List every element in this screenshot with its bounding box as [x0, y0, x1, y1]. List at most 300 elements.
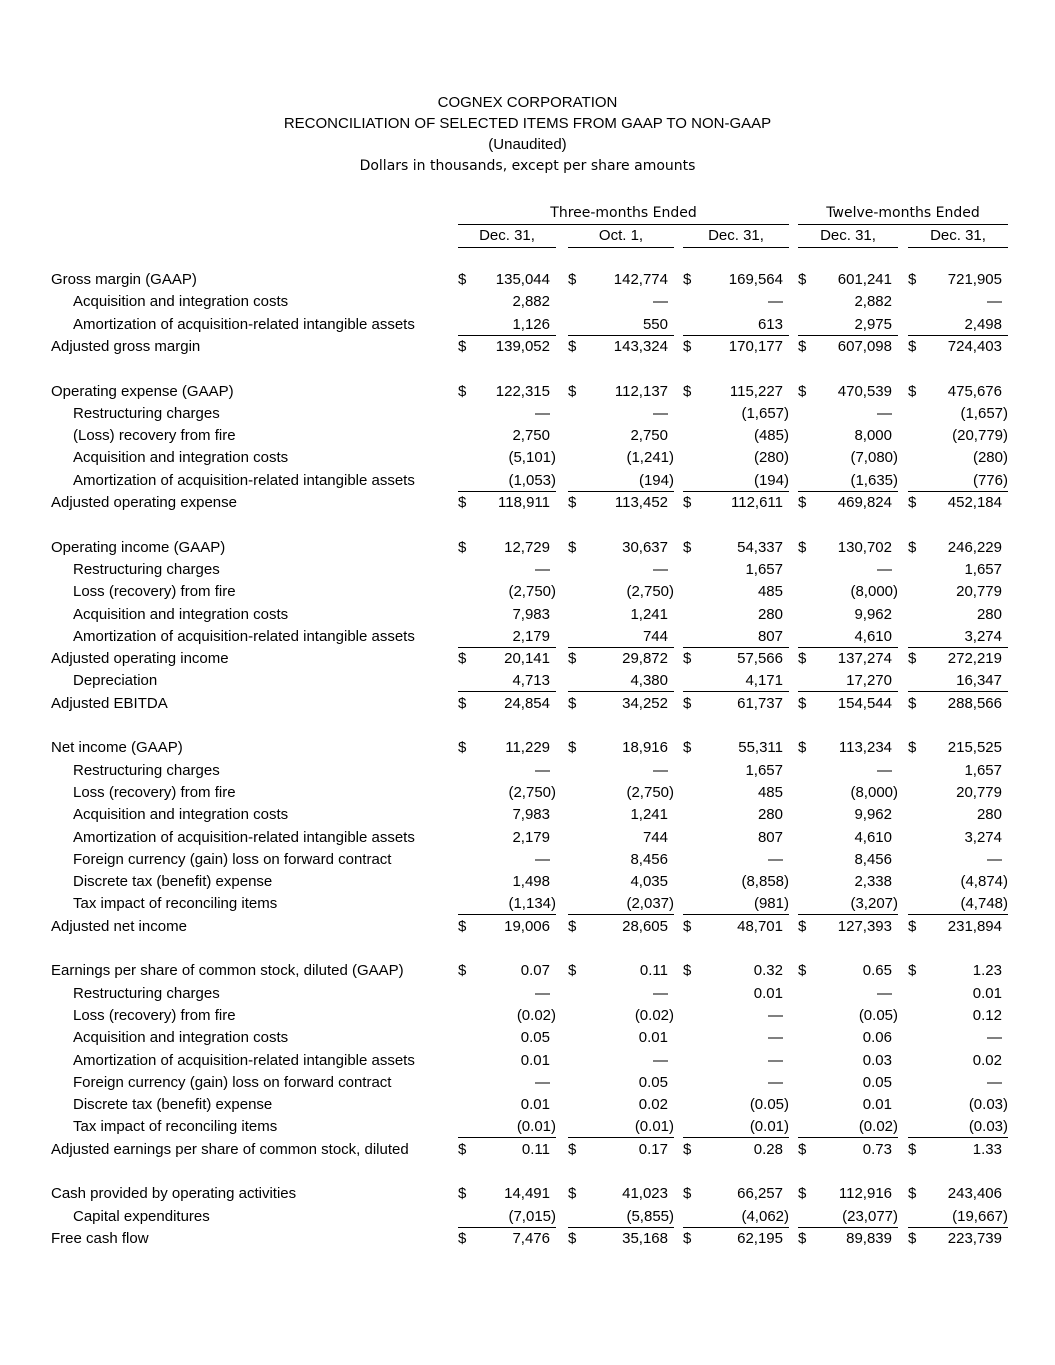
value-cell — [683, 670, 789, 692]
table-row — [0, 1027, 1055, 1049]
value-cell — [683, 492, 789, 514]
value-cell — [458, 537, 556, 559]
cell-value: 280 — [976, 605, 1002, 623]
cell-value: 280 — [976, 806, 1002, 824]
currency-symbol: $ — [458, 337, 467, 355]
row-label: Restructuring charges — [73, 984, 220, 1002]
cell-value: 2,882 — [854, 293, 892, 311]
value-cell — [798, 581, 898, 603]
value-cell — [908, 537, 1008, 559]
cell-value: 607,098 — [837, 337, 892, 355]
cell-value: 243,406 — [947, 1185, 1002, 1203]
currency-symbol: $ — [458, 1140, 467, 1158]
row-label: Tax impact of reconciling items — [73, 1118, 278, 1136]
row-label: Discrete tax (benefit) expense — [73, 1096, 273, 1114]
cell-value: 0.03 — [862, 1051, 892, 1069]
value-cell — [798, 670, 898, 692]
row-label: Discrete tax (benefit) expense — [73, 873, 273, 891]
value-cell — [568, 827, 674, 849]
currency-symbol: $ — [908, 1185, 917, 1203]
value-cell — [568, 782, 674, 804]
value-cell — [568, 737, 674, 759]
cell-value: (7,015) — [508, 1207, 556, 1225]
cell-value: 288,566 — [947, 694, 1002, 712]
cell-value: 1.33 — [972, 1140, 1002, 1158]
value-cell — [908, 403, 1008, 425]
currency-symbol: $ — [683, 694, 692, 712]
cell-value: (2,750) — [626, 783, 674, 801]
cell-value: — — [535, 761, 550, 779]
column-header: Dec. 31, — [798, 225, 898, 248]
cell-value: 0.05 — [638, 1073, 668, 1091]
cell-value: 142,774 — [613, 271, 668, 288]
cell-value: 9,962 — [854, 605, 892, 623]
cell-value: 0.17 — [638, 1140, 668, 1158]
cell-value: 11,229 — [505, 739, 550, 757]
value-cell — [798, 336, 898, 358]
currency-symbol: $ — [908, 694, 917, 712]
row-label: Tax impact of reconciling items — [73, 895, 278, 913]
currency-symbol: $ — [458, 1185, 467, 1203]
value-cell — [568, 537, 674, 559]
cell-value: — — [877, 984, 892, 1002]
value-cell — [798, 1005, 898, 1027]
cell-value: 113,234 — [838, 739, 892, 757]
currency-symbol: $ — [458, 494, 467, 511]
row-label: Amortization of acquisition-related intangible assets — [73, 471, 415, 489]
value-cell — [683, 403, 789, 425]
row-label: Amortization of acquisition-related intangible assets — [73, 627, 415, 645]
row-label: Adjusted gross margin — [51, 337, 201, 355]
cell-value: (7,080) — [850, 449, 898, 467]
value-cell — [458, 1027, 556, 1049]
currency-symbol: $ — [798, 538, 807, 556]
currency-symbol: $ — [568, 538, 577, 556]
row-label: Foreign currency (gain) loss on forward contract — [73, 850, 392, 868]
currency-symbol: $ — [798, 650, 807, 668]
table-row — [0, 1183, 1055, 1205]
cell-value: (0.02) — [634, 1006, 674, 1024]
value-cell — [798, 447, 898, 469]
row-label: Operating expense (GAAP) — [51, 382, 234, 400]
cell-value: 4,610 — [854, 828, 892, 846]
value-cell — [568, 447, 674, 469]
currency-symbol: $ — [798, 1185, 807, 1203]
value-cell — [458, 336, 556, 358]
value-cell — [568, 291, 674, 313]
cell-value: (19,667) — [952, 1207, 1008, 1225]
value-cell — [908, 1228, 1008, 1250]
table-row — [0, 1050, 1055, 1072]
cell-value: — — [535, 404, 550, 422]
currency-symbol: $ — [908, 271, 917, 288]
cell-value: (0.01) — [516, 1118, 556, 1136]
currency-symbol: $ — [683, 538, 692, 556]
row-label: Depreciation — [73, 672, 158, 690]
value-cell — [458, 492, 556, 514]
value-cell — [683, 760, 789, 782]
value-cell — [458, 269, 556, 291]
currency-symbol: $ — [458, 271, 467, 288]
value-cell — [683, 827, 789, 849]
currency-symbol: $ — [458, 650, 467, 668]
cell-value: 35,168 — [622, 1229, 668, 1247]
cell-value: (981) — [753, 895, 789, 913]
row-label: Restructuring charges — [73, 560, 220, 578]
value-cell — [798, 693, 898, 715]
value-cell — [458, 960, 556, 982]
currency-symbol: $ — [683, 1140, 692, 1158]
cell-value: 280 — [757, 605, 783, 623]
cell-value: (2,750) — [508, 783, 556, 801]
cell-value: 62,195 — [737, 1229, 783, 1247]
table-row — [0, 760, 1055, 782]
cell-value: 475,676 — [947, 382, 1002, 400]
company-name: COGNEX CORPORATION — [437, 94, 618, 111]
cell-value: 272,219 — [947, 650, 1002, 668]
value-cell — [908, 760, 1008, 782]
value-cell — [458, 581, 556, 603]
value-cell — [458, 804, 556, 826]
cell-value: — — [653, 1051, 668, 1069]
cell-value: 215,525 — [947, 739, 1002, 757]
table-row — [0, 314, 1055, 336]
value-cell — [568, 1183, 674, 1205]
row-label: Loss (recovery) from fire — [73, 1006, 236, 1024]
value-cell — [458, 1183, 556, 1205]
value-cell — [798, 1183, 898, 1205]
value-cell — [568, 1116, 674, 1138]
cell-value: (3,207) — [850, 895, 898, 913]
row-label: Adjusted operating income — [51, 650, 229, 668]
table-row — [0, 849, 1055, 871]
currency-symbol: $ — [908, 1229, 917, 1247]
currency-symbol: $ — [458, 917, 467, 935]
cell-value: 4,610 — [854, 627, 892, 645]
cell-value: (8,000) — [850, 783, 898, 801]
cell-value: 12,729 — [504, 538, 550, 556]
value-cell — [908, 1005, 1008, 1027]
cell-value: 16,347 — [956, 672, 1002, 690]
value-cell — [568, 381, 674, 403]
table-row — [0, 670, 1055, 692]
currency-symbol: $ — [568, 962, 577, 980]
value-cell — [683, 893, 789, 915]
currency-symbol: $ — [683, 1229, 692, 1247]
cell-value: 0.05 — [862, 1073, 892, 1091]
cell-value: (4,748) — [960, 895, 1008, 913]
value-cell — [458, 403, 556, 425]
value-cell — [798, 1139, 898, 1161]
value-cell — [683, 849, 789, 871]
currency-symbol: $ — [568, 1229, 577, 1247]
cell-value: (1,134) — [508, 895, 556, 913]
value-cell — [798, 871, 898, 893]
cell-value: 0.73 — [862, 1140, 892, 1158]
units-note: Dollars in thousands, except per share amounts — [359, 158, 696, 174]
currency-symbol: $ — [908, 337, 917, 355]
value-cell — [458, 291, 556, 313]
column-header: Oct. 1, — [568, 225, 674, 248]
value-cell — [568, 626, 674, 648]
currency-symbol: $ — [568, 382, 577, 400]
currency-symbol: $ — [908, 538, 917, 556]
cell-value: — — [768, 1051, 783, 1069]
table-row — [0, 1094, 1055, 1116]
value-cell — [798, 827, 898, 849]
value-cell — [458, 1072, 556, 1094]
value-cell — [683, 983, 789, 1005]
row-label: Restructuring charges — [73, 761, 220, 779]
currency-symbol: $ — [908, 650, 917, 668]
value-cell — [683, 1183, 789, 1205]
currency-symbol: $ — [798, 1229, 807, 1247]
cell-value: — — [768, 293, 783, 311]
value-cell — [798, 559, 898, 581]
cell-value: 122,315 — [495, 382, 550, 400]
row-label: Foreign currency (gain) loss on forward contract — [73, 1073, 392, 1091]
cell-value: — — [877, 560, 892, 578]
cell-value: (0.05) — [858, 1006, 898, 1024]
cell-value: 113,452 — [614, 494, 668, 511]
table-row — [0, 1228, 1055, 1250]
cell-value: 0.65 — [862, 962, 892, 980]
table-row — [0, 693, 1055, 715]
value-cell — [908, 737, 1008, 759]
currency-symbol: $ — [908, 917, 917, 935]
currency-symbol: $ — [683, 917, 692, 935]
table-row — [0, 648, 1055, 670]
value-cell — [568, 314, 674, 336]
value-cell — [458, 1005, 556, 1027]
currency-symbol: $ — [798, 739, 807, 757]
currency-symbol: $ — [798, 382, 807, 400]
value-cell — [908, 1206, 1008, 1228]
row-label: Adjusted EBITDA — [51, 694, 168, 712]
row-label: Amortization of acquisition-related intangible assets — [73, 315, 415, 333]
row-label: Amortization of acquisition-related intangible assets — [73, 828, 415, 846]
cell-value: 7,983 — [512, 605, 550, 623]
cell-value: 4,713 — [512, 672, 550, 690]
table-row — [0, 537, 1055, 559]
value-cell — [683, 1228, 789, 1250]
row-label: Restructuring charges — [73, 404, 220, 422]
currency-symbol: $ — [568, 1185, 577, 1203]
value-cell — [458, 1139, 556, 1161]
value-cell — [568, 604, 674, 626]
value-cell — [798, 1228, 898, 1250]
row-label: Loss (recovery) from fire — [73, 583, 236, 601]
cell-value: 7,983 — [512, 806, 550, 824]
value-cell — [568, 871, 674, 893]
cell-value: — — [877, 761, 892, 779]
cell-value: 19,006 — [504, 917, 550, 935]
value-cell — [568, 1005, 674, 1027]
value-cell — [798, 648, 898, 670]
cell-value: 130,702 — [837, 538, 892, 556]
value-cell — [568, 1228, 674, 1250]
report-subtitle: (Unaudited) — [488, 136, 567, 153]
currency-symbol: $ — [568, 271, 577, 288]
cell-value: — — [877, 404, 892, 422]
table-row — [0, 291, 1055, 313]
cell-value: 0.01 — [972, 984, 1002, 1002]
value-cell — [798, 804, 898, 826]
value-cell — [568, 1094, 674, 1116]
cell-value: — — [768, 1073, 783, 1091]
cell-value: — — [987, 850, 1002, 868]
cell-value: 4,380 — [630, 672, 668, 690]
value-cell — [458, 871, 556, 893]
cell-value: — — [987, 1073, 1002, 1091]
cell-value: 18,916 — [622, 739, 668, 757]
value-cell — [908, 804, 1008, 826]
cell-value: (280) — [972, 449, 1008, 467]
row-label: Earnings per share of common stock, diluted (GAAP) — [51, 962, 404, 980]
currency-symbol: $ — [798, 1140, 807, 1158]
value-cell — [458, 693, 556, 715]
cell-value: 112,137 — [614, 382, 668, 400]
cell-value: 3,274 — [964, 627, 1002, 645]
table-row — [0, 960, 1055, 982]
value-cell — [683, 1005, 789, 1027]
cell-value: 0.01 — [520, 1051, 550, 1069]
value-cell — [908, 336, 1008, 358]
value-cell — [908, 314, 1008, 336]
cell-value: 1,657 — [964, 560, 1002, 578]
value-cell — [458, 447, 556, 469]
cell-value: (8,000) — [850, 583, 898, 601]
value-cell — [568, 492, 674, 514]
value-cell — [458, 827, 556, 849]
value-cell — [798, 425, 898, 447]
cell-value: (0.02) — [516, 1006, 556, 1024]
cell-value: — — [987, 1029, 1002, 1047]
value-cell — [568, 336, 674, 358]
value-cell — [908, 693, 1008, 715]
value-cell — [568, 849, 674, 871]
value-cell — [683, 336, 789, 358]
value-cell — [908, 849, 1008, 871]
value-cell — [683, 916, 789, 938]
currency-symbol: $ — [683, 962, 692, 980]
value-cell — [458, 782, 556, 804]
cell-value: 7,476 — [512, 1229, 550, 1247]
value-cell — [458, 1228, 556, 1250]
table-row — [0, 804, 1055, 826]
cell-value: 41,023 — [622, 1185, 668, 1203]
table-row — [0, 916, 1055, 938]
period-group-header: Twelve-months Ended — [798, 202, 1008, 225]
cell-value: 135,044 — [495, 271, 550, 288]
value-cell — [458, 1094, 556, 1116]
cell-value: 30,637 — [622, 538, 668, 556]
value-cell — [683, 960, 789, 982]
value-cell — [683, 871, 789, 893]
value-cell — [798, 537, 898, 559]
value-cell — [683, 581, 789, 603]
cell-value: 20,141 — [504, 650, 550, 668]
cell-value: (5,855) — [626, 1207, 674, 1225]
row-label: Net income (GAAP) — [51, 739, 183, 757]
cell-value: 721,905 — [947, 271, 1002, 288]
value-cell — [798, 1116, 898, 1138]
value-cell — [798, 782, 898, 804]
value-cell — [683, 1094, 789, 1116]
cell-value: — — [653, 761, 668, 779]
cell-value: 807 — [757, 627, 783, 645]
row-label: Acquisition and integration costs — [73, 806, 289, 824]
cell-value: 57,566 — [737, 650, 783, 668]
cell-value: 1,498 — [512, 873, 550, 891]
currency-symbol: $ — [458, 962, 467, 980]
cell-value: 34,252 — [622, 694, 668, 712]
currency-symbol: $ — [798, 962, 807, 980]
value-cell — [683, 1116, 789, 1138]
value-cell — [683, 381, 789, 403]
value-cell — [568, 916, 674, 938]
row-label: Operating income (GAAP) — [51, 538, 226, 556]
table-row — [0, 492, 1055, 514]
cell-value: (194) — [638, 471, 674, 489]
currency-symbol: $ — [568, 739, 577, 757]
value-cell — [568, 670, 674, 692]
value-cell — [908, 492, 1008, 514]
currency-symbol: $ — [683, 494, 692, 511]
table-row — [0, 871, 1055, 893]
value-cell — [908, 893, 1008, 915]
value-cell — [908, 1116, 1008, 1138]
value-cell — [458, 916, 556, 938]
value-cell — [798, 737, 898, 759]
currency-symbol: $ — [908, 382, 917, 400]
cell-value: 2,179 — [512, 627, 550, 645]
value-cell — [568, 1072, 674, 1094]
cell-value: 143,324 — [613, 337, 668, 355]
currency-symbol: $ — [908, 962, 917, 980]
cell-value: (0.01) — [634, 1118, 674, 1136]
cell-value: — — [653, 293, 668, 311]
value-cell — [568, 693, 674, 715]
cell-value: — — [535, 560, 550, 578]
currency-symbol: $ — [683, 382, 692, 400]
value-cell — [908, 1094, 1008, 1116]
value-cell — [908, 827, 1008, 849]
cell-value: 8,456 — [630, 850, 668, 868]
cell-value: (4,062) — [741, 1207, 789, 1225]
value-cell — [908, 381, 1008, 403]
cell-value: — — [768, 1029, 783, 1047]
value-cell — [683, 782, 789, 804]
cell-value: — — [653, 560, 668, 578]
cell-value: 485 — [757, 583, 783, 601]
cell-value: — — [535, 1073, 550, 1091]
value-cell — [908, 1072, 1008, 1094]
value-cell — [908, 871, 1008, 893]
cell-value: 1,241 — [630, 605, 668, 623]
value-cell — [683, 1206, 789, 1228]
currency-symbol: $ — [568, 494, 577, 511]
value-cell — [683, 291, 789, 313]
value-cell — [458, 760, 556, 782]
value-cell — [908, 670, 1008, 692]
value-cell — [458, 1050, 556, 1072]
value-cell — [683, 537, 789, 559]
cell-value: (194) — [753, 471, 789, 489]
value-cell — [798, 470, 898, 492]
currency-symbol: $ — [798, 337, 807, 355]
column-header: Dec. 31, — [458, 225, 556, 248]
